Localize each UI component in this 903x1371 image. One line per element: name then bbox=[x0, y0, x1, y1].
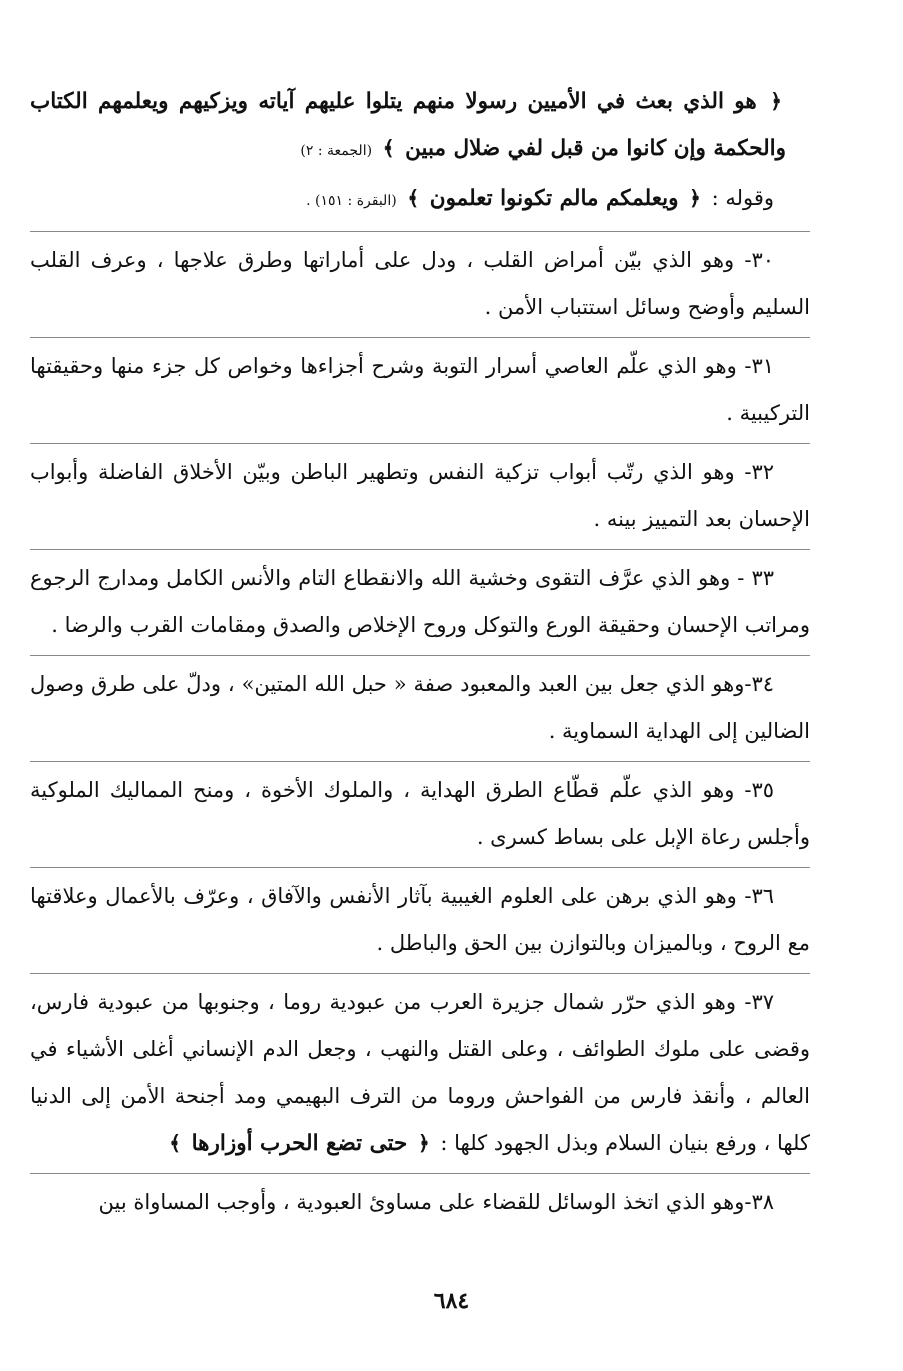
divider bbox=[30, 231, 810, 232]
list-item-31: ٣١- وهو الذي علّم العاصي أسرار التوبة وشرح أجزاءها وخواص كل جزء منها وحقيقتها التركيبية . bbox=[30, 354, 810, 425]
list-item-37 bbox=[30, 979, 810, 1167]
ornate-bracket-open: ﴿ bbox=[689, 186, 701, 210]
verse-reference-baqarah: (البقرة : ١٥١) . bbox=[306, 193, 397, 209]
ornate-bracket-close: ﴾ bbox=[382, 136, 395, 160]
divider bbox=[30, 761, 810, 762]
list-item-38: ٣٨-وهو الذي اتخذ الوسائل للقضاء على مساوئ العبودية ، وأوجب المساواة بين bbox=[98, 1190, 774, 1214]
intro-qawluh-line bbox=[30, 175, 810, 225]
divider bbox=[30, 443, 810, 444]
list-item-37-text: ٣٧- وهو الذي حرّر شمال جزيرة العرب من عبودية روما ، وجنوبها من عبودية فارس، وقضى على ملوك الطوائف ، وعلى القتل والنهب ، وجعل الدم الإنساني أغلى الأشياء في العالم ، وأنقذ فارس من الفواحش وروما من الترف البهيمي ومد أجنحة الأمن إلى الدنيا كلها ، ورفع بنيان السلام وبذل الجهود كلها : bbox=[30, 990, 810, 1155]
divider bbox=[30, 337, 810, 338]
ornate-bracket-close: ﴾ bbox=[169, 1131, 181, 1155]
page-number: ٦٨٤ bbox=[433, 1288, 470, 1314]
ornate-bracket-open: ﴿ bbox=[770, 89, 782, 113]
divider bbox=[30, 549, 810, 550]
list-item-36: ٣٦- وهو الذي برهن على العلوم الغيبية بآثار الأنفس والآفاق ، وعرّف بالأعمال وعلاقتها مع الروح ، وبالميزان وبالتوازن بين الحق والباطل . bbox=[30, 884, 810, 955]
intro-verse-block bbox=[30, 78, 810, 175]
verse-baqarah: ويعلمكم مالم تكونوا تعلمون bbox=[429, 186, 679, 211]
divider bbox=[30, 973, 810, 974]
verse-muhammad: حتى تضع الحرب أوزارها bbox=[191, 1131, 408, 1156]
verse-jumuah-part1: هو الذي بعث في الأميين رسولا منهم يتلوا عليهم آياته ويزكيهم ويعلمهم الكتاب bbox=[30, 89, 757, 114]
verse-jumuah-part2: والحكمة وإن كانوا من قبل لفي ضلال مبين bbox=[405, 136, 786, 161]
divider bbox=[30, 1173, 810, 1174]
list-item-34: ٣٤-وهو الذي جعل بين العبد والمعبود صفة « حبل الله المتين» ، ودلّ على طرق وصول الضالين إلى الهداية السماوية . bbox=[30, 672, 810, 743]
divider bbox=[30, 867, 810, 868]
ornate-bracket-open: ﴿ bbox=[418, 1131, 430, 1155]
page-body bbox=[30, 78, 810, 1278]
verse-reference-jumuah: (الجمعة : ٢) bbox=[300, 143, 373, 159]
ornate-bracket-close: ﴾ bbox=[407, 186, 420, 210]
divider bbox=[30, 655, 810, 656]
list-item-33: ٣٣ - وهو الذي عرَّف التقوى وخشية الله والانقطاع التام والأنس الكامل ومدارج الرجوع ومراتب الإحسان وحقيقة الورع والتوكل وروح الإخلاص والصدق ومقامات القرب والرضا . bbox=[30, 566, 810, 637]
qawluh-label: وقوله : bbox=[711, 186, 774, 210]
list-item-35: ٣٥- وهو الذي علّم قطّاع الطرق الهداية ، والملوك الأخوة ، ومنح المماليك الملوكية وأجلس رعاة الإبل على بساط كسرى . bbox=[30, 778, 810, 849]
list-item-32: ٣٢- وهو الذي رتّب أبواب تزكية النفس وتطهير الباطن وبيّن الأخلاق الفاضلة وأبواب الإحسان بعد التمييز بينه . bbox=[30, 460, 810, 531]
list-item-30: ٣٠- وهو الذي بيّن أمراض القلب ، ودل على أماراتها وطرق علاجها ، وعرف القلب السليم وأوضح وسائل استتباب الأمن . bbox=[30, 248, 810, 319]
